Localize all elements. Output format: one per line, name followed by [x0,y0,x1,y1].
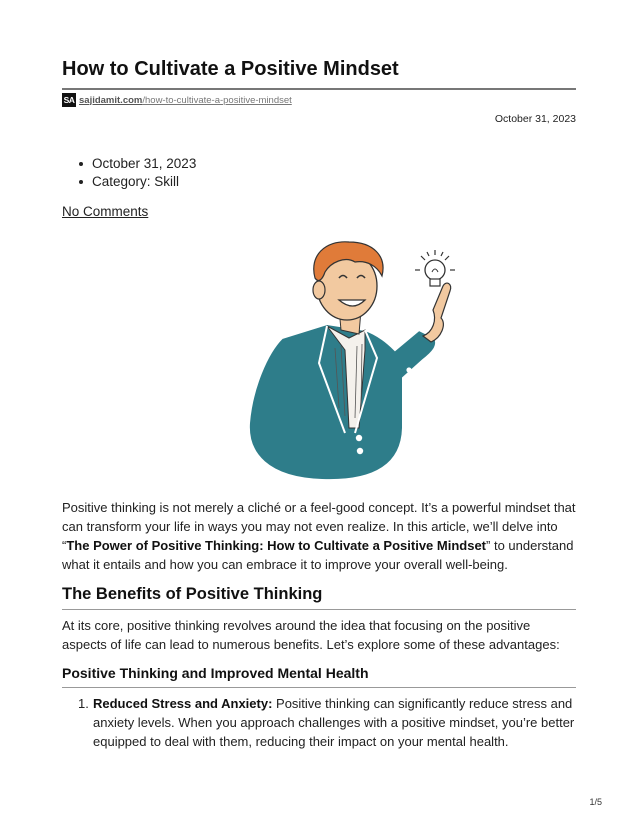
hero-illustration [227,238,477,483]
source-domain[interactable]: sajidamit.com [79,94,143,106]
section-divider [62,609,576,610]
comments-link[interactable]: No Comments [62,204,149,219]
site-favicon-icon: SA [63,95,75,105]
post-date: October 31, 2023 [92,156,197,171]
subsection-heading-mental-health: Positive Thinking and Improved Mental Health [62,665,369,681]
post-meta-list [92,155,196,191]
page-title: How to Cultivate a Positive Mindset [62,58,399,80]
list-number: 1. [78,696,89,711]
section-heading-benefits: The Benefits of Positive Thinking [62,585,323,603]
intro-paragraph [62,498,576,574]
print-date: October 31, 2023 [494,113,576,125]
source-path[interactable]: /how-to-cultivate-a-positive-mindset [142,94,292,106]
list-item [78,694,576,751]
page-number: 1/5 [589,797,602,807]
list-item-title: Reduced Stress and Anxiety: [93,696,273,711]
benefits-list [78,694,576,751]
post-category: Category: Skill [92,173,196,191]
hand [423,283,451,342]
intro-text-a: Positive thinking is not merely a cliché or a feel-good concept. It’s a powerful mindset that can transform your life in ways you may not even realize. In this article, we’ll delve into “ [62,500,576,553]
benefits-paragraph: At its core, positive thinking revolves around the idea that focusing on the positive aspects of life can lead to numerous benefits. Let’s explore some of these advantages: [62,618,560,652]
source-link[interactable] [62,93,292,107]
list-item-text: Positive thinking can significantly reduce stress and anxiety levels. When you approach challenges with a positive mindset, you’re better equipped to deal with them, reducing their impact on your mental health. [93,696,575,749]
intro-bold-title: The Power of Positive Thinking: How to Cultivate a Positive Mindset [66,538,487,553]
subsection-divider [62,687,576,688]
intro-text-b: ” to understand what it entails and how you can embrace it to improve your overall well-being. [62,538,574,572]
lightbulb-icon [415,250,455,286]
title-divider [62,88,576,90]
